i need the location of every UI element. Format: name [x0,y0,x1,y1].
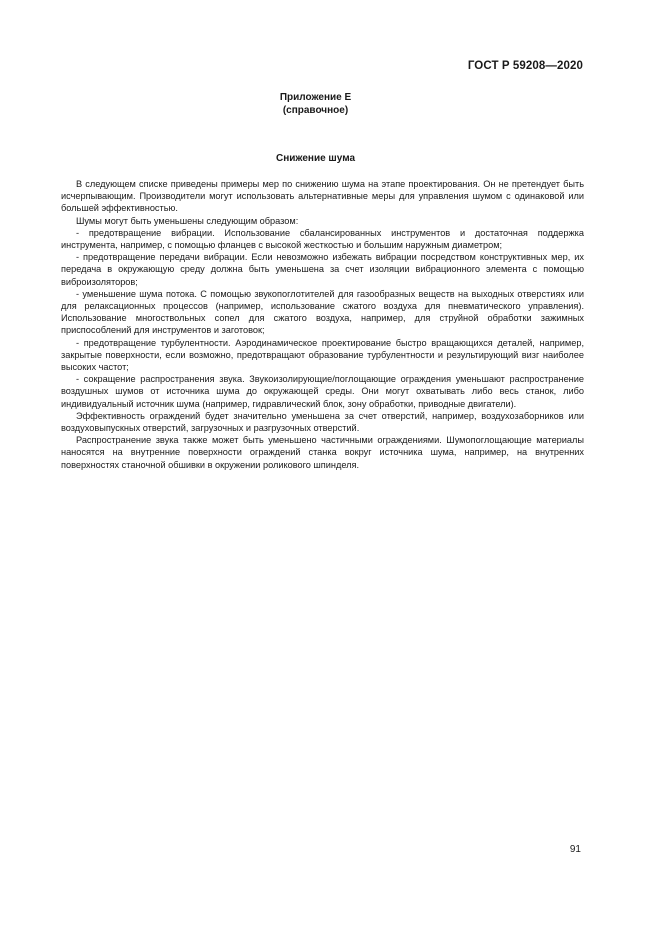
appendix-title: Приложение Е [279,92,352,103]
document-code: ГОСТ Р 59208—2020 [467,60,583,72]
list-item-vibration: - предотвращение вибрации. Использование сбалансированных инструментов и достаточная поддержка инструмента, например, с помощью фланцев с высокой жесткостью и большим наружным диаметром; [61,227,584,251]
list-item-turbulence: - предотвращение турбулентности. Аэродинамическое проектирование быстро вращающихся деталей, например, закрытые поверхности, если возможно, предотвращают образование турбулентности и результирующий визг наиболее высоких частот; [61,337,584,373]
section-title: Снижение шума [275,153,356,164]
paragraph-partial-enclosures: Распространение звука также может быть уменьшено частичными ограждениями. Шумопоглощающие материалы наносятся на внутренние поверхности ограждений станка вокруг источника шума, например, на внутренних поверхностях станочной обшивки в окружении роликового шпинделя. [61,435,584,470]
appendix-subtitle: (справочное) [282,105,349,116]
list-item-flow-noise: - уменьшение шума потока. С помощью звукопоглотителей для газообразных веществ на выходных отверстиях или для релаксационных процессов (например, использование сжатого воздуха для пневматического управления). Использование многоствольных сопел для сжатого воздуха, например, для струйной обработки зажимных приспособлений для инструментов и заготовок; [61,288,584,336]
list-item-sound-propagation: - сокращение распространения звука. Звукоизолирующие/поглощающие ограждения уменьшают распространение воздушных шумов от источника шума до окружающей среды. Они могут охватывать либо весь станок, либо индивидуальный источник шума (например, гидравлический блок, зону обработки, приводные двигатели). [61,374,584,409]
paragraph-intro: В следующем списке приведены примеры мер по снижению шума на этапе проектирования. Он не претендует быть исчерпывающим. Производители могут использовать альтернативные меры для управления шумом с одинаковой или большей эффективностью. [61,179,584,214]
list-item-vibration-transfer: - предотвращение передачи вибрации. Если невозможно избежать вибрации посредством конструктивных мер, их передача в окружающую среду должна быть уменьшена за счет изоляции вибрационного элемента с помощью виброизоляторов; [61,252,584,287]
paragraph-enclosure-efficiency: Эффективность ограждений будет значительно уменьшена за счет отверстий, например, воздухозаборников или воздуховыпускных отверстий, загрузочных и разгрузочных отверстий. [61,410,584,434]
paragraph-list-lead: Шумы могут быть уменьшены следующим образом: [76,215,299,226]
page-number: 91 [569,844,581,855]
body-text [61,178,584,471]
appendix-heading [0,91,631,117]
